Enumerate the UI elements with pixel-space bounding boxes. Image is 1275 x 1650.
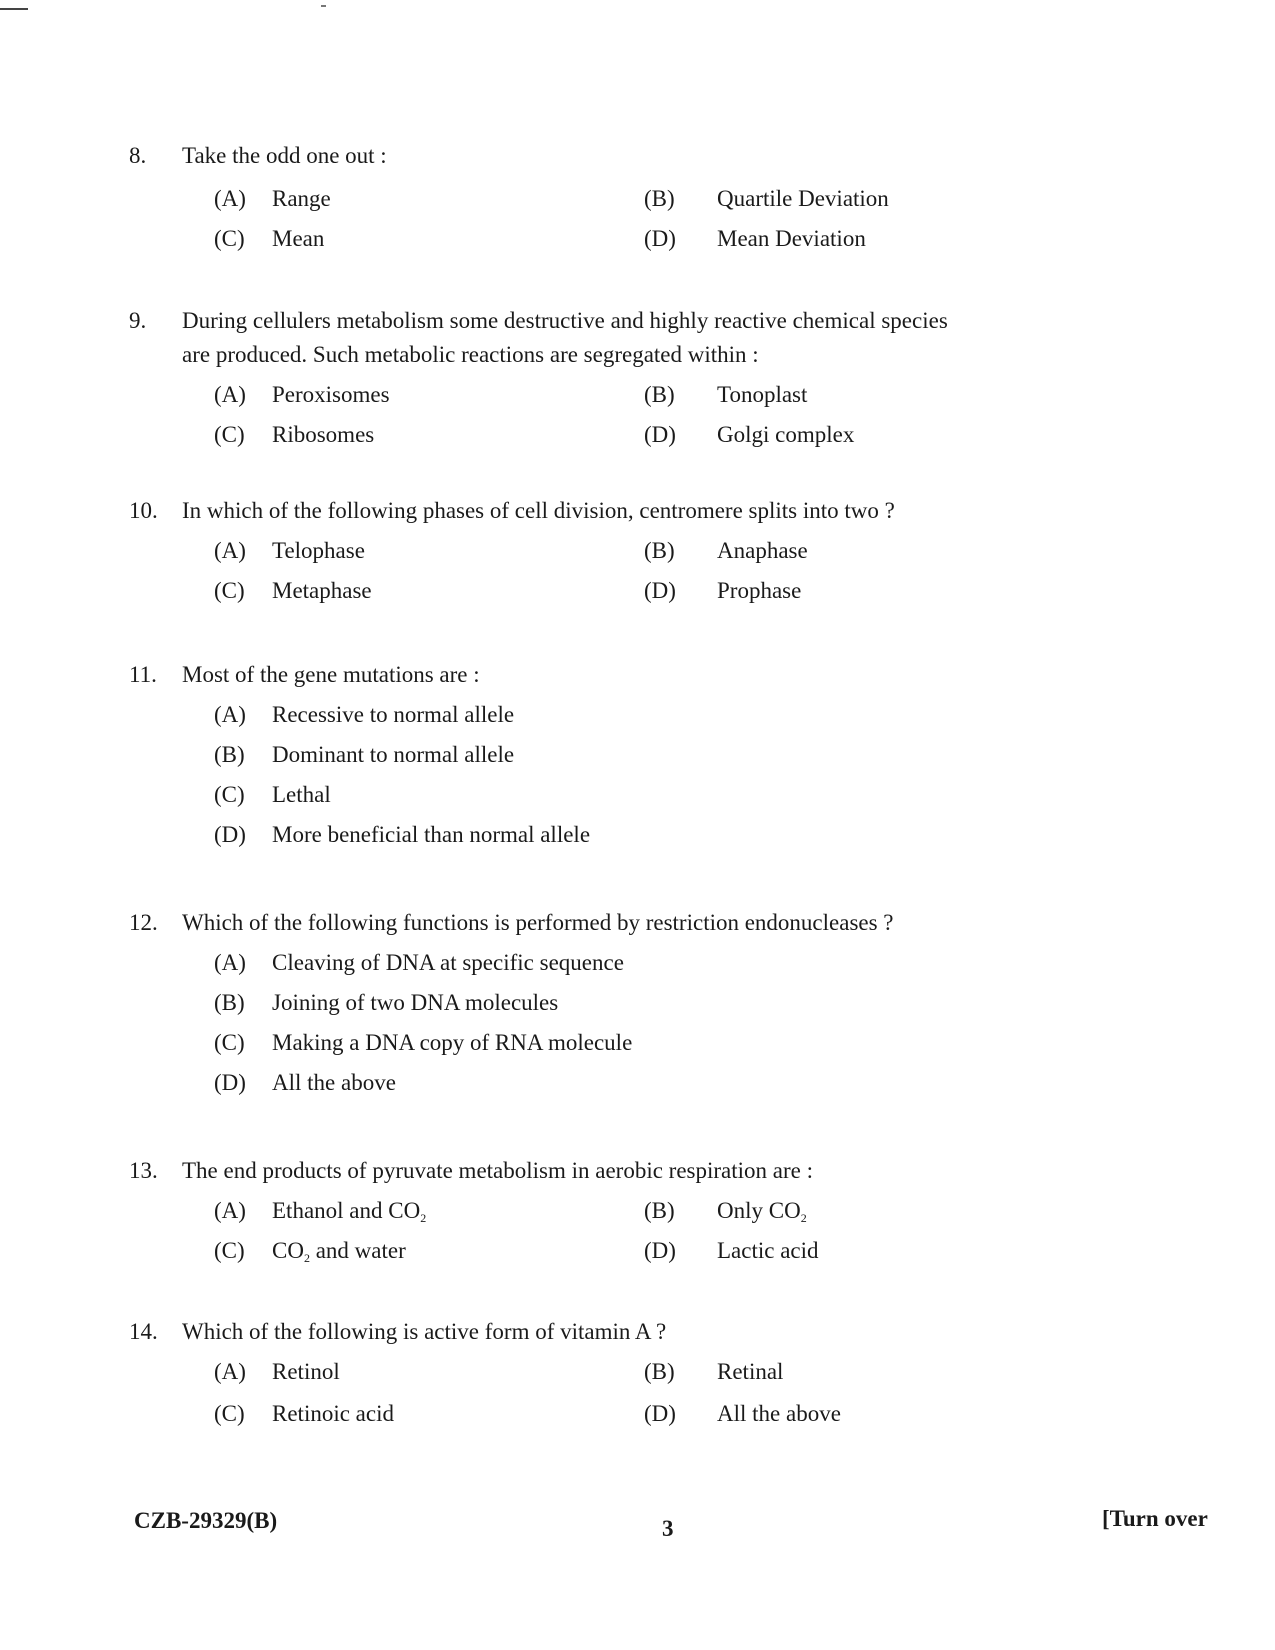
option-label: (A) — [214, 186, 246, 211]
option-text-main: Ethanol and CO — [272, 1198, 421, 1223]
option-text: Anaphase — [717, 538, 808, 563]
option-label: (D) — [214, 822, 246, 847]
option-label: (C) — [214, 578, 245, 603]
option-text — [717, 1194, 807, 1235]
option-label: (D) — [214, 1070, 246, 1095]
option-text-main: CO — [272, 1238, 304, 1263]
option-text: Retinoic acid — [272, 1401, 394, 1426]
option-text: Retinol — [272, 1359, 340, 1384]
option-text: Mean Deviation — [717, 226, 866, 251]
option-text: Making a DNA copy of RNA molecule — [272, 1030, 633, 1055]
question-number: 14. — [129, 1319, 158, 1344]
option-text: Prophase — [717, 578, 802, 603]
question-number: 12. — [129, 910, 158, 935]
option-label: (A) — [214, 538, 246, 563]
option-label: (A) — [214, 702, 246, 727]
option-label: (C) — [214, 1401, 245, 1426]
option-text: Peroxisomes — [272, 382, 390, 407]
question-number: 10. — [129, 498, 158, 523]
question-number: 9. — [129, 308, 147, 333]
question-number: 13. — [129, 1158, 158, 1183]
option-text: Recessive to normal allele — [272, 702, 515, 727]
question-text: Which of the following functions is performed by restriction endonucleases ? — [182, 910, 894, 935]
option-label: (D) — [644, 226, 676, 251]
option-text: Dominant to normal allele — [272, 742, 515, 767]
option-label: (D) — [644, 1238, 676, 1263]
option-label: (D) — [644, 422, 676, 447]
option-label: (D) — [644, 578, 676, 603]
option-text: More beneficial than normal allele — [272, 822, 591, 847]
option-text: Metaphase — [272, 578, 372, 603]
question-text: In which of the following phases of cell division, centromere splits into two ? — [182, 498, 895, 523]
option-text: Lethal — [272, 782, 331, 807]
question-text-line-1: During cellulers metabolism some destructive and highly reactive chemical species — [182, 308, 948, 333]
paper-code: CZB-29329(B) — [134, 1508, 278, 1533]
scan-mark — [0, 8, 28, 10]
option-label: (B) — [644, 186, 675, 211]
option-label: (C) — [214, 1238, 245, 1263]
option-text: All the above — [272, 1070, 396, 1095]
scan-dot — [321, 5, 326, 7]
option-label: (B) — [644, 382, 675, 407]
question-number: 11. — [129, 662, 157, 687]
option-text: Mean — [272, 226, 325, 251]
subscript: 2 — [303, 1251, 310, 1265]
option-text-main: Only CO — [717, 1198, 801, 1223]
option-text: Golgi complex — [717, 422, 855, 447]
option-text: Telophase — [272, 538, 365, 563]
question-text-line-2: are produced. Such metabolic reactions are segregated within : — [182, 342, 759, 367]
option-label: (D) — [644, 1401, 676, 1426]
option-text: Range — [272, 186, 331, 211]
option-label: (A) — [214, 1359, 246, 1384]
option-text: Lactic acid — [717, 1238, 819, 1263]
question-text: Take the odd one out : — [182, 143, 387, 168]
option-text-tail: and water — [309, 1238, 406, 1263]
option-label: (A) — [214, 950, 246, 975]
option-label: (A) — [214, 1198, 246, 1223]
page-number: 3 — [662, 1516, 674, 1541]
option-label: (B) — [644, 1359, 675, 1384]
option-label: (A) — [214, 382, 246, 407]
option-label: (B) — [644, 538, 675, 563]
option-text: All the above — [717, 1401, 841, 1426]
option-text: Quartile Deviation — [717, 186, 889, 211]
question-number: 8. — [129, 143, 147, 168]
option-label: (B) — [214, 990, 245, 1015]
question-text: Most of the gene mutations are : — [182, 662, 480, 687]
question-text: Which of the following is active form of vitamin A ? — [182, 1319, 667, 1344]
option-label: (C) — [214, 226, 245, 251]
option-text: Retinal — [717, 1359, 784, 1384]
turn-over-note: [Turn over — [1102, 1506, 1208, 1531]
subscript: 2 — [800, 1211, 807, 1225]
option-label: (B) — [214, 742, 245, 767]
option-text: Cleaving of DNA at specific sequence — [272, 950, 624, 975]
option-label: (C) — [214, 782, 245, 807]
option-text: Ribosomes — [272, 422, 375, 447]
option-label: (C) — [214, 1030, 245, 1055]
option-label: (B) — [644, 1198, 675, 1223]
question-text: The end products of pyruvate metabolism in aerobic respiration are : — [182, 1158, 814, 1183]
option-label: (C) — [214, 422, 245, 447]
option-text — [272, 1194, 426, 1235]
subscript: 2 — [420, 1211, 427, 1225]
option-text — [272, 1234, 406, 1275]
option-text: Joining of two DNA molecules — [272, 990, 559, 1015]
option-text: Tonoplast — [717, 382, 808, 407]
